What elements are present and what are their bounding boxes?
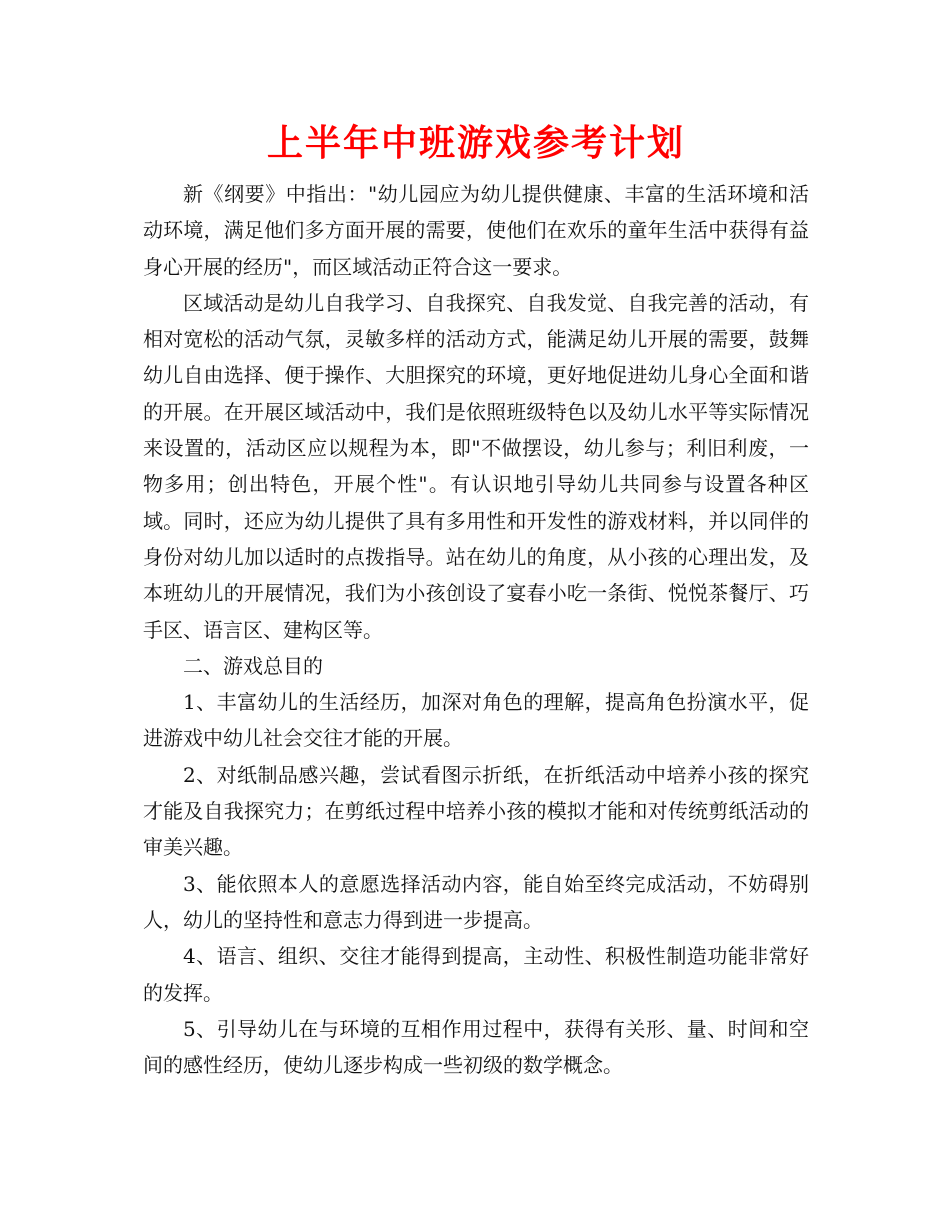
section-heading-goals: 二、游戏总目的: [183, 653, 323, 678]
document-page: [143, 112, 809, 1083]
goal-item-4: 4、语言、组织、交往才能得到提高，主动性、积极性制造功能非常好的发挥。: [143, 944, 809, 1005]
document-body: [143, 176, 809, 1083]
goal-item-3: 3、能依照本人的意愿选择活动内容，能自始至终完成活动，不妨碍别人，幼儿的坚持性和意志力得到进一步提高。: [143, 871, 809, 932]
goal-item-2: 2、对纸制品感兴趣，尝试看图示折纸，在折纸活动中培养小孩的探究才能及自我探究力；在剪纸过程中培养小孩的模拟才能和对传统剪纸活动的审美兴趣。: [143, 762, 809, 860]
document-title: 上半年中班游戏参考计划: [266, 123, 685, 164]
paragraph-intro: 新《纲要》中指出："幼儿园应为幼儿提供健康、丰富的生活环境和活动环境，满足他们多方面开展的需要，使他们在欢乐的童年生活中获得有益身心开展的经历"，而区域活动正符合这一要求。: [143, 182, 809, 279]
goal-item-5: 5、引导幼儿在与环境的互相作用过程中，获得有关形、量、时间和空间的感性经历，使幼儿逐步构成一些初级的数学概念。: [143, 1016, 809, 1078]
paragraph-area-activities: 区域活动是幼儿自我学习、自我探究、自我发觉、自我完善的活动，有相对宽松的活动气氛，灵敏多样的活动方式，能满足幼儿开展的需要，鼓舞幼儿自由选择、便于操作、大胆探究的环境，更好地促进幼儿身心全面和谐的开展。在开展区域活动中，我们是依照班级特色以及幼儿水平等实际情况来设置的，活动区应以规程为本，即"不做摆设，幼儿参与；利旧利废，一物多用；创出特色，开展个性"。有认识地引导幼儿共同参与设置各种区域。同时，还应为幼儿提供了具有多用性和开发性的游戏材料，并以同伴的身份对幼儿加以适时的点拨指导。站在幼儿的角度，从小孩的心理出发，及本班幼儿的开展情况，我们为小孩创设了宴春小吃一条街、悦悦茶餐厅、巧手区、语言区、建构区等。: [143, 290, 809, 642]
goal-item-1: 1、丰富幼儿的生活经历，加深对角色的理解，提高角色扮演水平，促进游戏中幼儿社会交往才能的开展。: [143, 690, 809, 751]
